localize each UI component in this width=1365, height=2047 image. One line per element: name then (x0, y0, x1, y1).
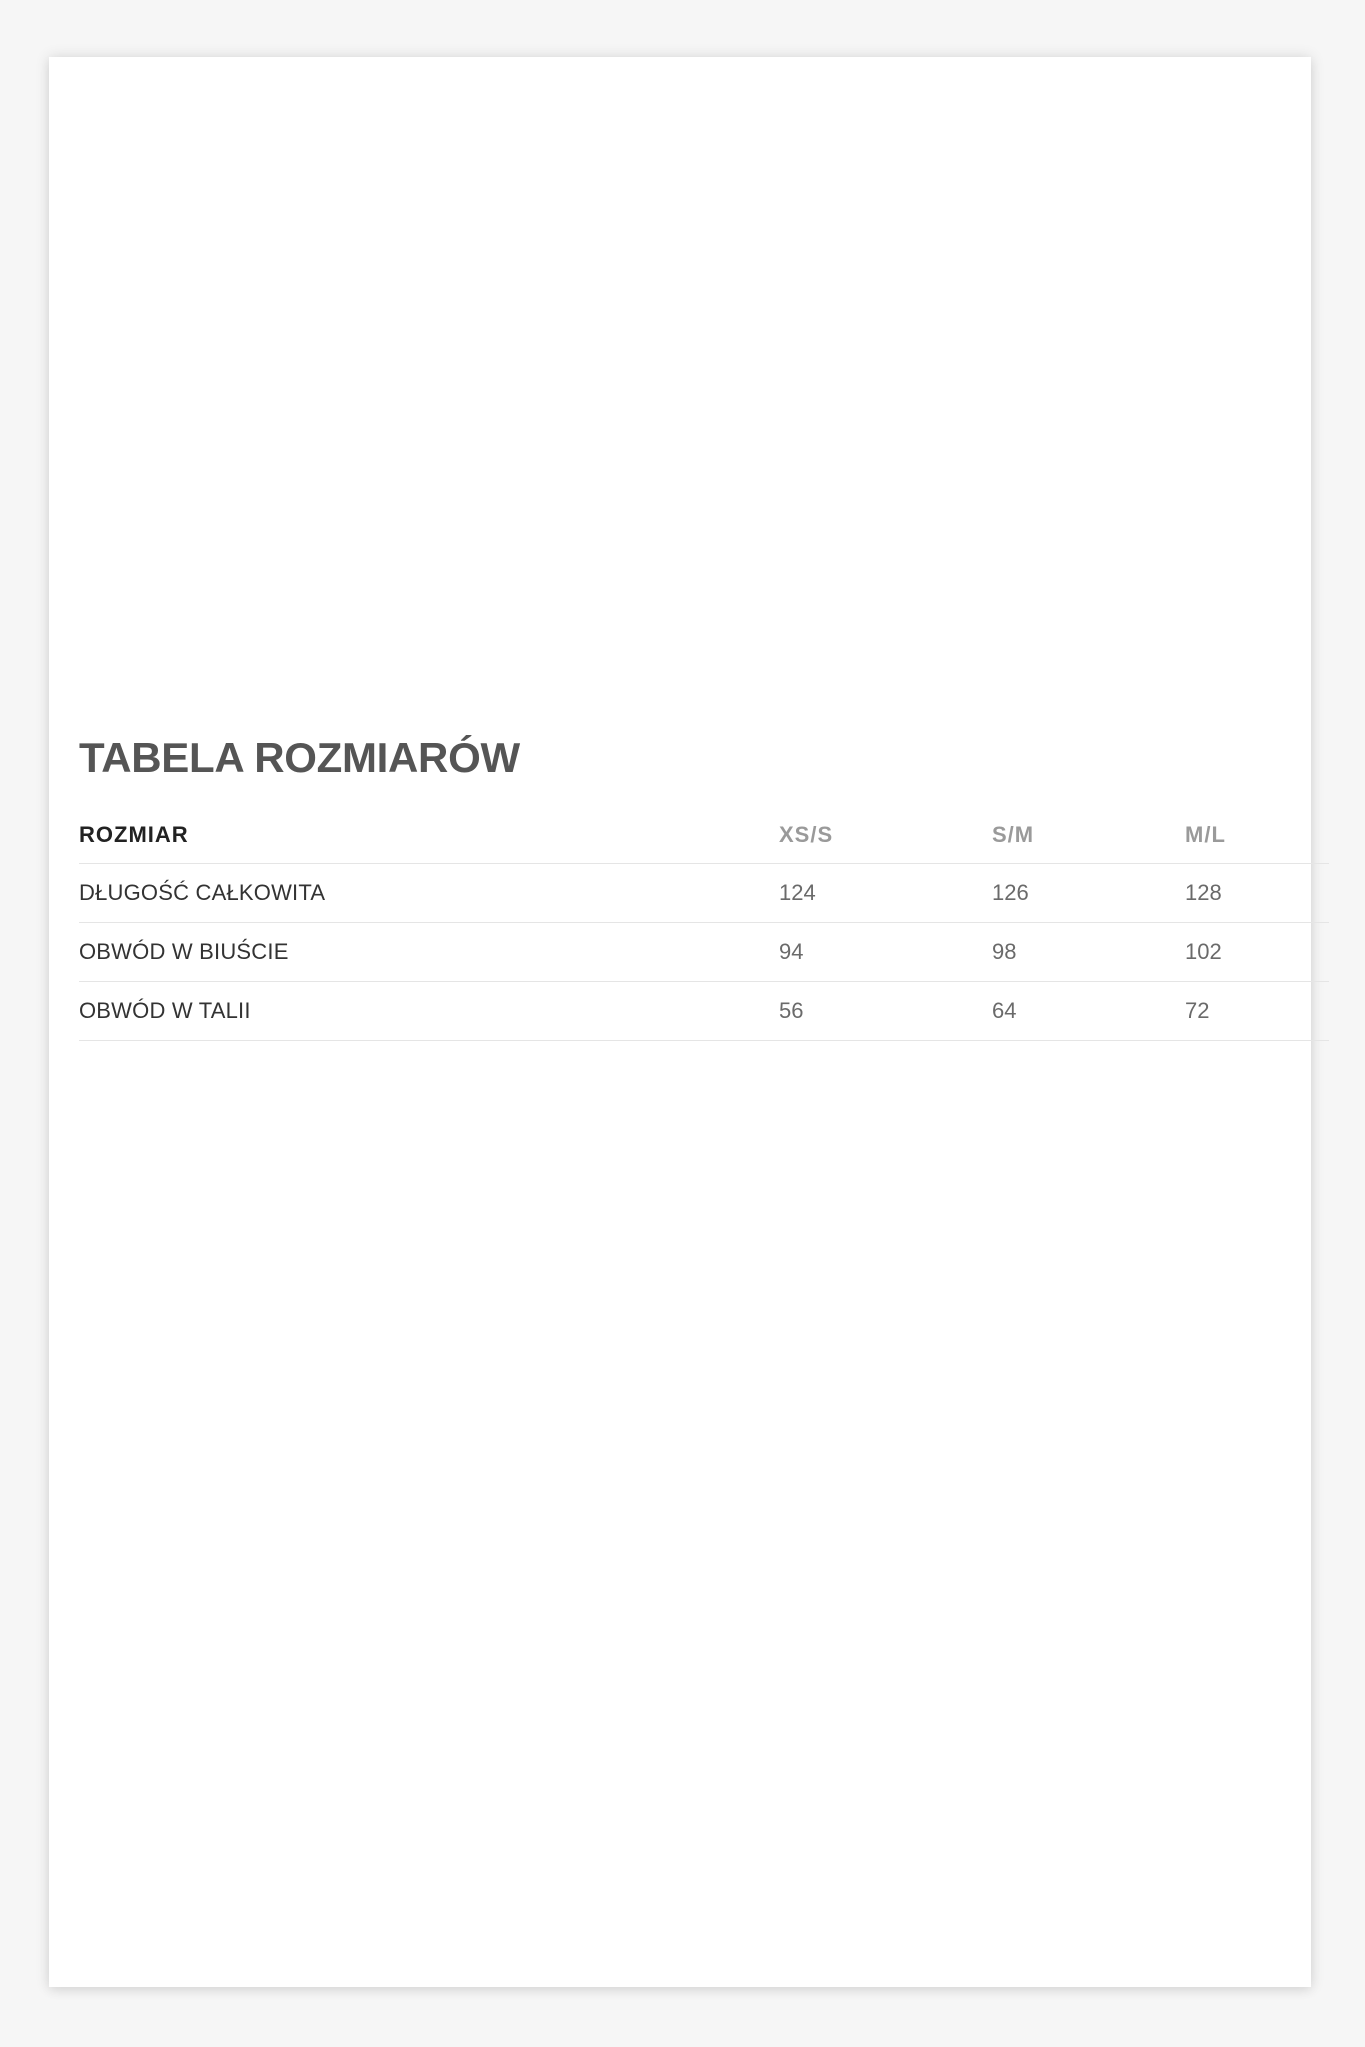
row-label-total-length: DŁUGOŚĆ CAŁKOWITA (79, 864, 779, 923)
row-label-waist: OBWÓD W TALII (79, 982, 779, 1041)
header-size-xs-s: XS/S (779, 807, 992, 864)
table-header-row (79, 807, 1329, 864)
table-row (79, 982, 1329, 1041)
table-cell: 126 (992, 864, 1185, 923)
table-cell: 94 (779, 923, 992, 982)
table-row (79, 864, 1329, 923)
table-cell: 124 (779, 864, 992, 923)
table-cell: 72 (1185, 982, 1329, 1041)
header-size-m-l: M/L (1185, 807, 1329, 864)
size-chart-table (79, 807, 1329, 1041)
header-size-s-m: S/M (992, 807, 1185, 864)
table-cell: 102 (1185, 923, 1329, 982)
table-row (79, 923, 1329, 982)
table-cell: 98 (992, 923, 1185, 982)
row-label-bust: OBWÓD W BIUŚCIE (79, 923, 779, 982)
header-size-label: ROZMIAR (79, 807, 779, 864)
table-cell: 64 (992, 982, 1185, 1041)
page-card (49, 57, 1311, 1987)
table-cell: 128 (1185, 864, 1329, 923)
table-cell: 56 (779, 982, 992, 1041)
size-chart-title: TABELA ROZMIARÓW (79, 734, 520, 781)
size-chart-section (79, 734, 1329, 1023)
